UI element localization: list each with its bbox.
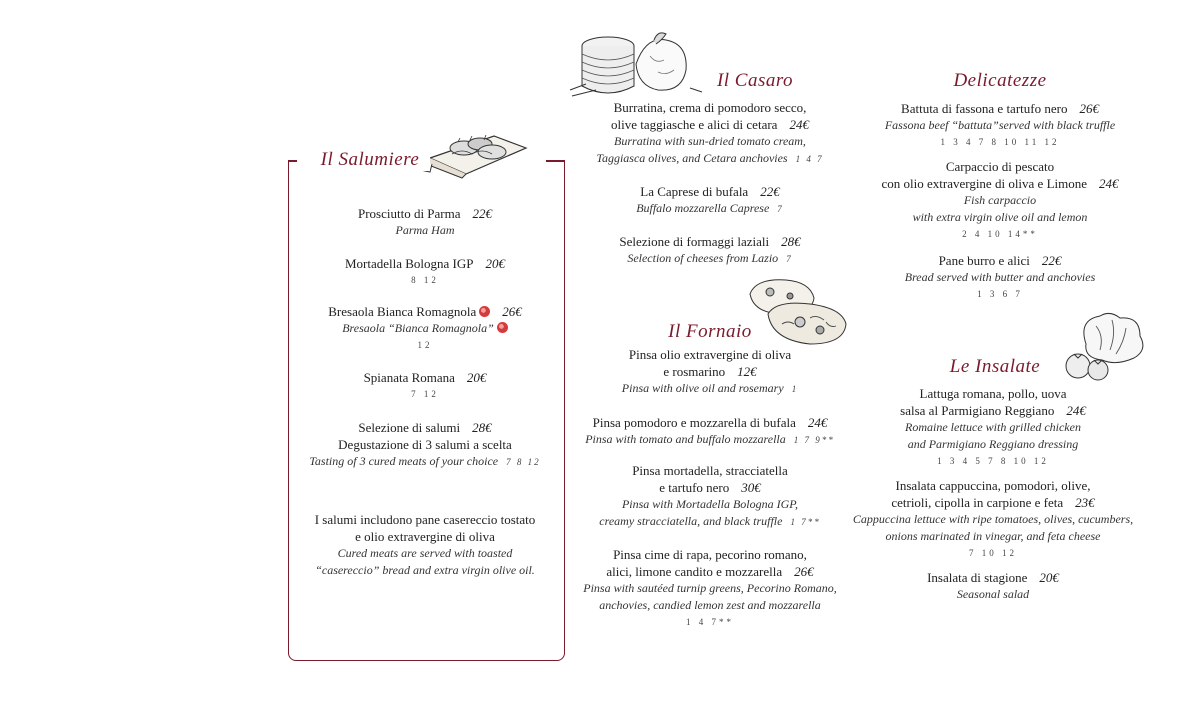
menu-item xyxy=(840,477,1146,569)
item-name: Pinsa olio extravergine di oliva xyxy=(628,347,792,362)
item-name: con olio extravergine di oliva e Limone xyxy=(881,176,1088,191)
menu-item xyxy=(290,205,560,255)
item-translation: Pinsa with tomato and buffalo mozzarella xyxy=(585,432,786,446)
allergen-codes: 1 3 6 7 xyxy=(977,289,1023,299)
item-translation: Parma Ham xyxy=(395,223,455,237)
menu-item xyxy=(570,346,850,414)
item-translation: Seasonal salad xyxy=(956,587,1030,601)
menu-item xyxy=(840,385,1146,477)
item-translation: anchovies, candied lemon zest and mozzarella xyxy=(599,598,821,612)
item-name: salsa al Parmigiano Reggiano xyxy=(900,403,1055,418)
lettuce-icon xyxy=(1056,310,1152,382)
allergen-codes: 1 xyxy=(791,384,799,394)
item-price: 22€ xyxy=(1041,253,1062,268)
item-name: e tartufo nero xyxy=(659,480,730,495)
item-translation: Pinsa with Mortadella Bologna IGP, xyxy=(621,497,799,511)
item-price: 26€ xyxy=(794,564,814,579)
salumiere-list xyxy=(290,205,560,579)
item-name: Selezione di formaggi laziali xyxy=(619,234,770,249)
menu-item xyxy=(850,100,1150,158)
item-name: e rosmarino xyxy=(663,364,726,379)
item-translation: Fassona beef “battuta”served with black truffle xyxy=(884,118,1116,132)
allergen-codes: 7 xyxy=(786,254,793,264)
item-translation: Pinsa with olive oil and rosemary xyxy=(621,381,784,395)
allergen-codes: 1 4 7 xyxy=(795,154,824,164)
menu-item xyxy=(575,99,845,183)
item-translation: Buffalo mozzarella Caprese xyxy=(636,201,770,215)
item-name: Burratina, crema di pomodoro secco, xyxy=(613,100,807,115)
snail-icon xyxy=(479,306,490,317)
allergen-codes: 12 xyxy=(417,340,433,350)
item-price: 28€ xyxy=(472,420,492,435)
item-translation: Selection of cheeses from Lazio xyxy=(627,251,779,265)
item-translation: Pinsa with sautéed turnip greens, Pecorino Romano, xyxy=(583,581,837,595)
item-translation: Bresaola “Bianca Romagnola” xyxy=(342,321,494,335)
delicatezze-list xyxy=(850,100,1150,302)
allergen-codes: 1 7 9** xyxy=(793,435,835,445)
allergen-codes: 8 12 xyxy=(411,275,439,285)
item-translation: and Parmigiano Reggiano dressing xyxy=(907,437,1079,451)
item-translation: with extra virgin olive oil and lemon xyxy=(912,210,1088,224)
note-line: I salumi includono pane casereccio tostato xyxy=(314,512,536,527)
cheese-icon xyxy=(566,26,706,104)
item-name: cetrioli, cipolla in carpione e feta xyxy=(891,495,1064,510)
item-name: Pane burro e alici xyxy=(938,253,1030,268)
item-price: 30€ xyxy=(741,480,761,495)
menu-item xyxy=(840,569,1146,603)
item-name: Insalata di stagione xyxy=(927,570,1028,585)
item-translation: Fish carpaccio xyxy=(963,193,1037,207)
item-name: Mortadella Bologna IGP xyxy=(344,256,474,271)
item-price: 20€ xyxy=(1039,570,1059,585)
item-price: 20€ xyxy=(485,256,506,271)
item-price: 12€ xyxy=(737,364,757,379)
allergen-codes: 2 4 10 14** xyxy=(962,229,1038,239)
fornaio-list xyxy=(570,346,850,630)
section-title-salumiere: Il Salumiere xyxy=(320,149,420,170)
item-name: Battuta di fassona e tartufo nero xyxy=(901,101,1068,116)
item-name: Prosciutto di Parma xyxy=(357,206,461,221)
section-title-fornaio: Il Fornaio xyxy=(668,321,752,342)
item-name: olive taggiasche e alici di cetara xyxy=(611,117,778,132)
item-price: 26€ xyxy=(502,304,522,319)
salumi-note xyxy=(290,511,560,579)
note-translation: Cured meats are served with toasted xyxy=(337,546,513,560)
item-translation: Bread served with butter and anchovies xyxy=(904,270,1096,284)
item-name: alici, limone candito e mozzarella xyxy=(606,564,783,579)
menu-item xyxy=(290,419,560,511)
section-title-insalate: Le Insalate xyxy=(949,356,1041,377)
menu-item xyxy=(575,183,845,233)
item-price: 22€ xyxy=(760,184,780,199)
item-translation: Romaine lettuce with grilled chicken xyxy=(905,420,1081,434)
item-translation: Tasting of 3 cured meats of your choice xyxy=(309,454,499,468)
note-line: e olio extravergine di oliva xyxy=(355,529,495,544)
allergen-codes: 7 xyxy=(777,204,784,214)
item-translation: Burratina with sun-dried tomato cream, xyxy=(614,134,806,148)
item-price: 26€ xyxy=(1079,101,1099,116)
section-title-casaro: Il Casaro xyxy=(716,70,794,91)
section-title-delicatezze: Delicatezze xyxy=(953,70,1047,91)
item-subtitle: Degustazione di 3 salumi a scelta xyxy=(338,437,512,452)
item-name: Pinsa mortadella, stracciatella xyxy=(632,463,788,478)
item-price: 20€ xyxy=(466,370,487,385)
menu-item xyxy=(570,546,850,630)
menu-item xyxy=(290,255,560,303)
note-translation: “casereccio” bread and extra virgin olive oil. xyxy=(315,563,535,577)
allergen-codes: 1 4 7** xyxy=(686,617,734,627)
menu-item xyxy=(570,414,850,462)
item-name: Spianata Romana xyxy=(363,370,455,385)
item-name: Selezione di salumi xyxy=(358,420,461,435)
item-name: La Caprese di bufala xyxy=(640,184,749,199)
bread-icon xyxy=(746,274,850,350)
item-name: Pinsa pomodoro e mozzarella di bufala xyxy=(592,415,796,430)
menu-item xyxy=(290,303,560,369)
item-translation: Taggiasca olives, and Cetara anchovies xyxy=(596,151,788,165)
item-price: 24€ xyxy=(1099,176,1119,191)
menu-item xyxy=(290,369,560,419)
snail-icon xyxy=(497,322,508,333)
item-name: Lattuga romana, pollo, uova xyxy=(919,386,1067,401)
item-price: 23€ xyxy=(1075,495,1095,510)
allergen-codes: 7 10 12 xyxy=(969,548,1017,558)
item-price: 24€ xyxy=(789,117,809,132)
item-translation: Cappuccina lettuce with ripe tomatoes, olives, cucumbers, xyxy=(852,512,1134,526)
menu-item xyxy=(850,158,1150,252)
item-name: Pinsa cime di rapa, pecorino romano, xyxy=(613,547,807,562)
allergen-codes: 7 12 xyxy=(411,389,439,399)
allergen-codes: 7 8 12 xyxy=(506,457,541,467)
allergen-codes: 1 3 4 7 8 10 11 12 xyxy=(940,137,1060,147)
item-translation: onions marinated in vinegar, and feta cheese xyxy=(885,529,1101,543)
item-price: 24€ xyxy=(1066,403,1086,418)
casaro-list xyxy=(575,99,845,268)
cutting-board-icon xyxy=(422,118,532,180)
item-translation: creamy stracciatella, and black truffle xyxy=(599,514,783,528)
item-price: 24€ xyxy=(807,415,828,430)
menu-item xyxy=(575,233,845,268)
menu-item xyxy=(850,252,1150,302)
menu-item xyxy=(570,462,850,546)
item-name: Insalata cappuccina, pomodori, olive, xyxy=(895,478,1091,493)
item-name: Carpaccio di pescato xyxy=(945,159,1055,174)
item-price: 28€ xyxy=(781,234,801,249)
allergen-codes: 1 7** xyxy=(790,517,821,527)
item-name: Bresaola Bianca Romagnola xyxy=(328,304,477,319)
insalate-list xyxy=(840,385,1146,603)
allergen-codes: 1 3 4 5 7 8 10 12 xyxy=(937,456,1049,466)
item-price: 22€ xyxy=(472,206,493,221)
